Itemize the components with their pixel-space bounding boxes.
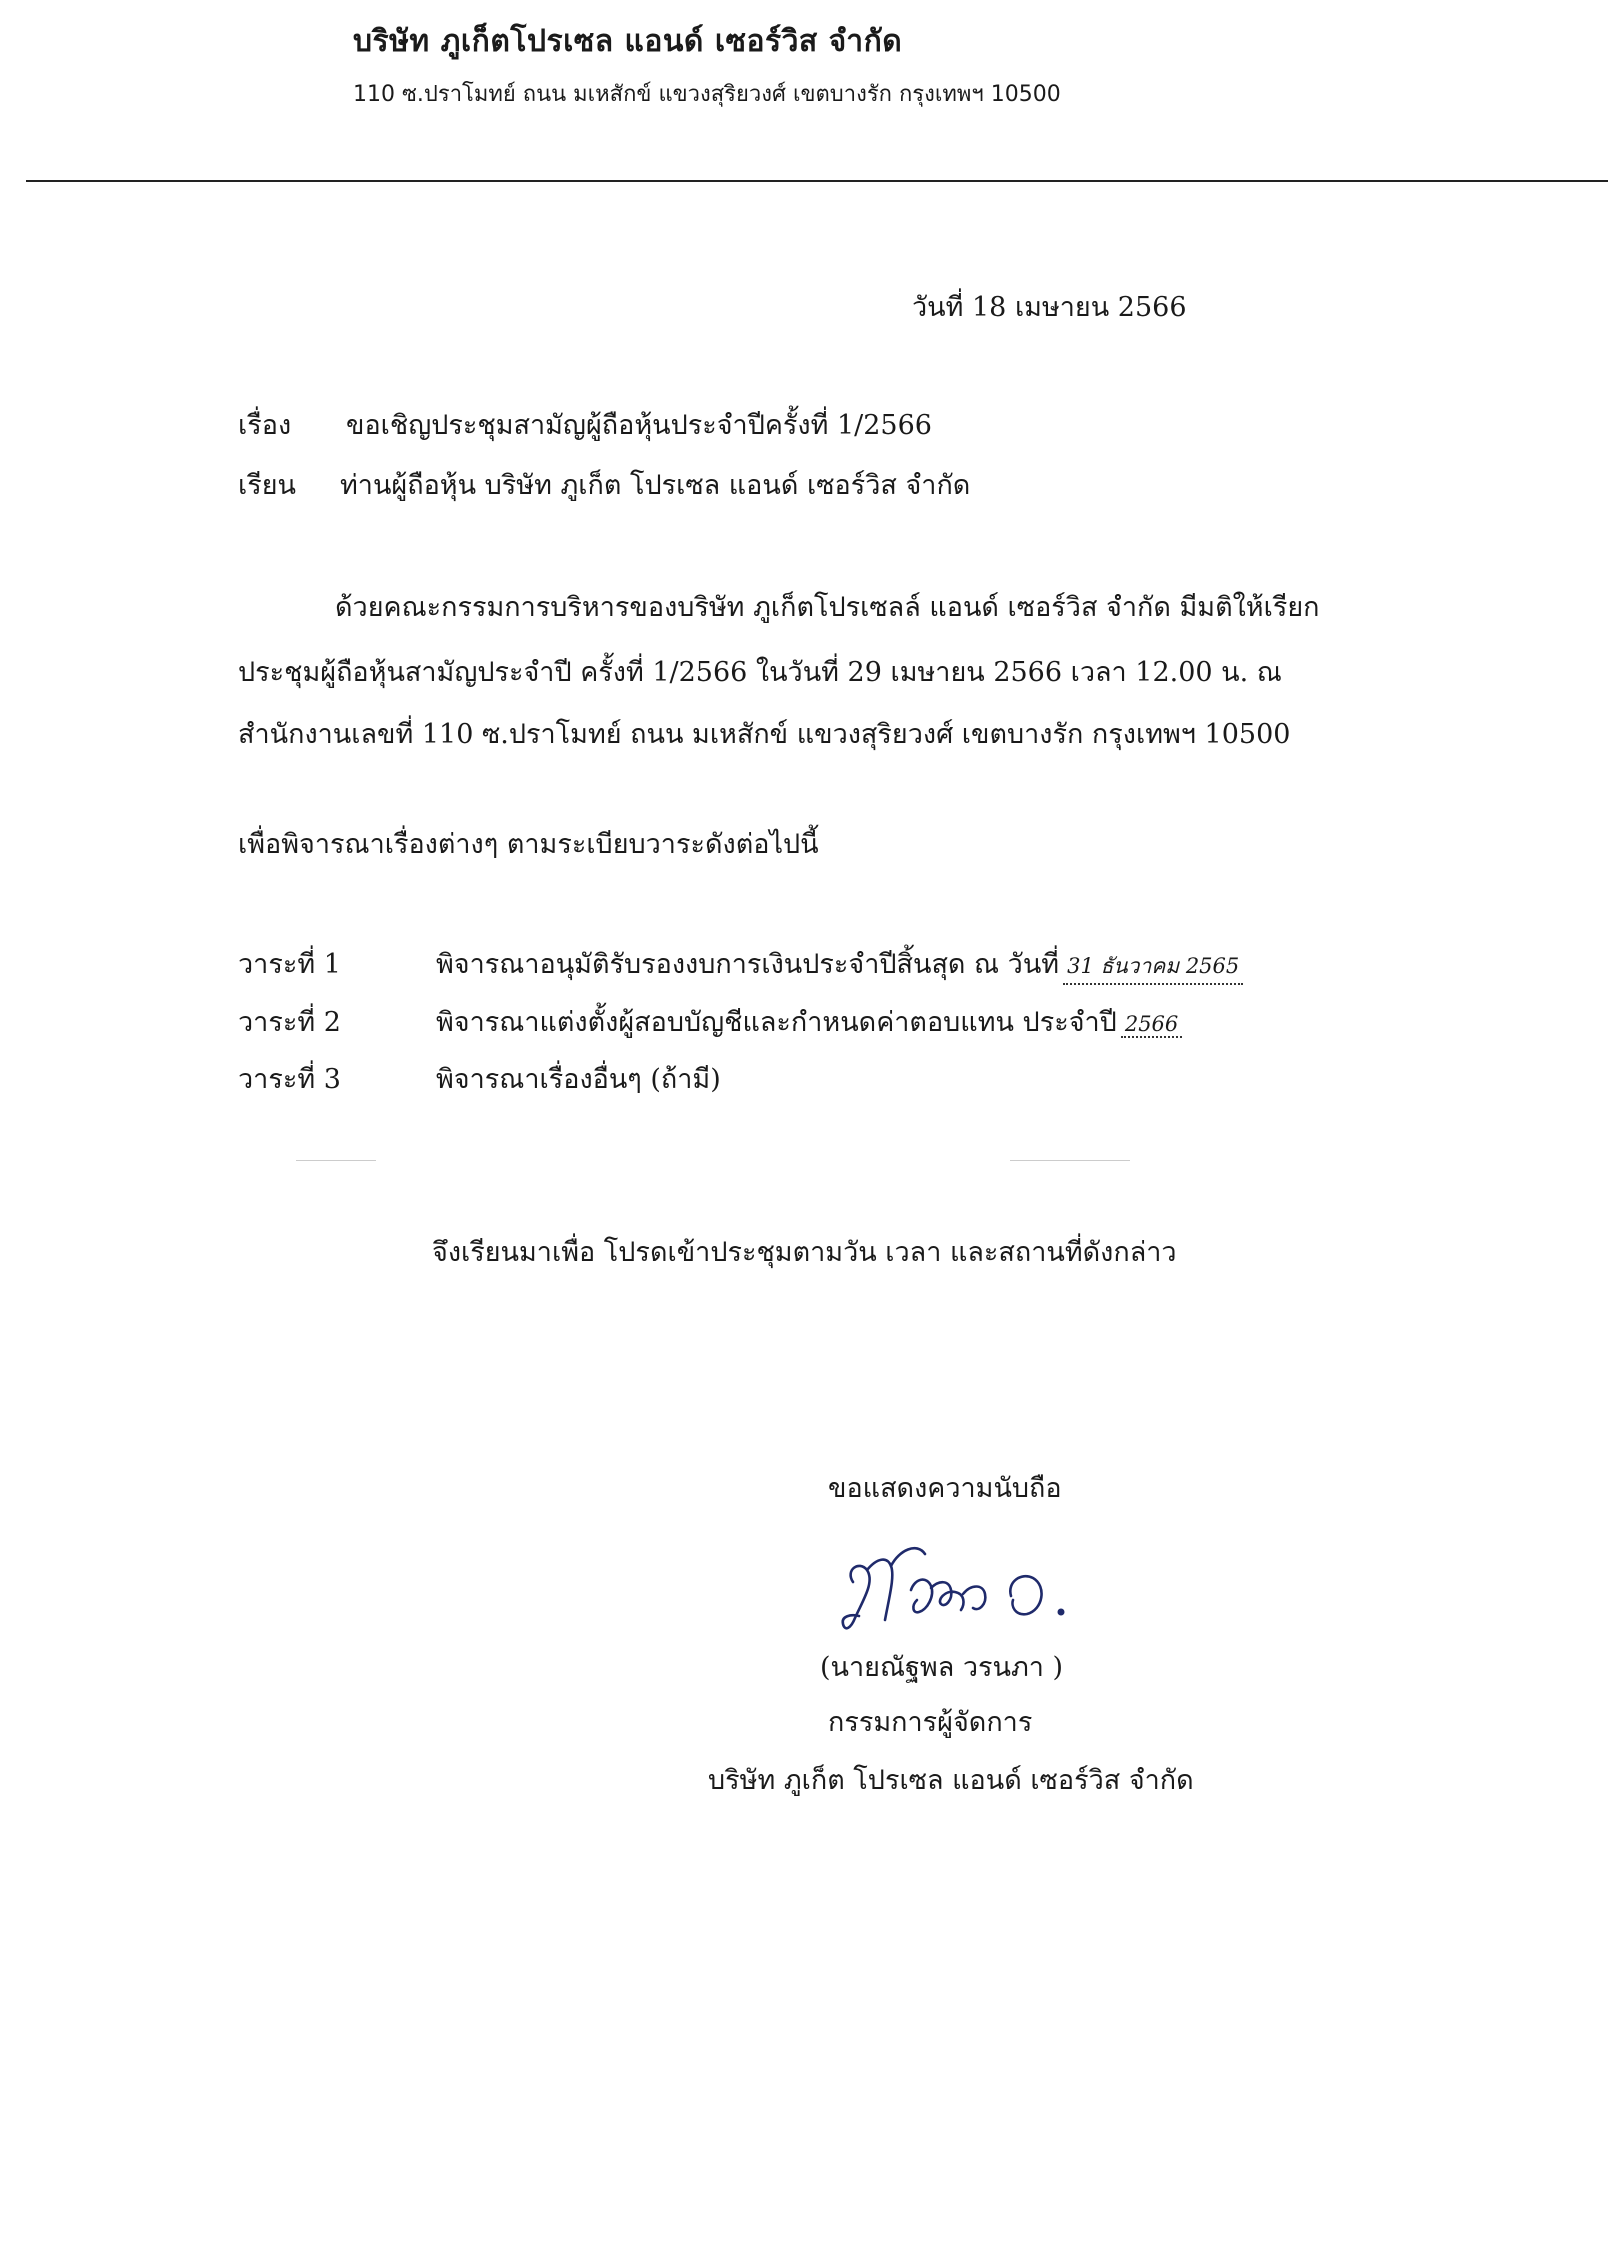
company-address: 110 ซ.ปราโมทย์ ถนน มเหสักข์ แขวงสุริยวงศ์ เขตบางรัก กรุงเทพฯ 10500 <box>353 82 1061 107</box>
agenda-item-description: พิจารณาแต่งตั้งผู้สอบบัญชีและกำหนดค่าตอบแทน ประจำปี <box>436 1007 1117 1038</box>
agenda-item-description: พิจารณาอนุมัติรับรองงบการเงินประจำปีสิ้นสุด ณ วันที่ <box>436 949 1060 980</box>
company-name: บริษัท ภูเก็ตโปรเซล แอนด์ เซอร์วิส จำกัด <box>353 24 903 59</box>
scan-artifact-line <box>1010 1160 1130 1161</box>
agenda-item-text <box>436 942 1243 985</box>
handwritten-signature <box>815 1530 1135 1640</box>
agenda-item-description: พิจารณาเรื่องอื่นๆ (ถ้ามี) <box>436 1064 721 1095</box>
body-paragraph-line: สำนักงานเลขที่ 110 ซ.ปราโมทย์ ถนน มเหสักข์ แขวงสุริยวงศ์ เขตบางรัก กรุงเทพฯ 10500 <box>238 719 1291 750</box>
signer-name: (นายณัฐพล วรนภา ) <box>820 1652 1064 1683</box>
agenda-fill-value: 31 ธันวาคม 2565 <box>1063 950 1243 985</box>
closing-statement: จึงเรียนมาเพื่อ โปรดเข้าประชุมตามวัน เวลา และสถานที่ดังกล่าว <box>432 1237 1177 1268</box>
agenda-item-label: วาระที่ 1 <box>238 949 341 980</box>
agenda-item-text <box>436 1000 1182 1043</box>
subject-text: ขอเชิญประชุมสามัญผู้ถือหุ้นประจำปีครั้งที่ 1/2566 <box>346 410 932 441</box>
body-paragraph-line: ประชุมผู้ถือหุ้นสามัญประจำปี ครั้งที่ 1/2566 ในวันที่ 29 เมษายน 2566 เวลา 12.00 น. ณ <box>238 657 1282 688</box>
letter-date: วันที่ 18 เมษายน 2566 <box>912 292 1187 323</box>
agenda-item-label: วาระที่ 2 <box>238 1007 341 1038</box>
recipient-label: เรียน <box>238 470 297 501</box>
signer-company: บริษัท ภูเก็ต โปรเซล แอนด์ เซอร์วิส จำกัด <box>708 1765 1194 1796</box>
signer-title: กรรมการผู้จัดการ <box>828 1707 1033 1738</box>
agenda-fill-value: 2566 <box>1121 1012 1182 1038</box>
scan-artifact-line <box>296 1160 376 1161</box>
subject-label: เรื่อง <box>238 410 292 441</box>
regards-text: ขอแสดงความนับถือ <box>828 1473 1062 1504</box>
recipient-text: ท่านผู้ถือหุ้น บริษัท ภูเก็ต โปรเซล แอนด์ เซอร์วิส จำกัด <box>340 470 971 501</box>
header-divider <box>26 180 1608 182</box>
body-paragraph-line: ด้วยคณะกรรมการบริหารของบริษัท ภูเก็ตโปรเซลล์ แอนด์ เซอร์วิส จำกัด มีมติให้เรียก <box>335 592 1320 623</box>
agenda-item-label: วาระที่ 3 <box>238 1064 341 1095</box>
agenda-intro: เพื่อพิจารณาเรื่องต่างๆ ตามระเบียบวาระดังต่อไปนี้ <box>238 829 819 860</box>
